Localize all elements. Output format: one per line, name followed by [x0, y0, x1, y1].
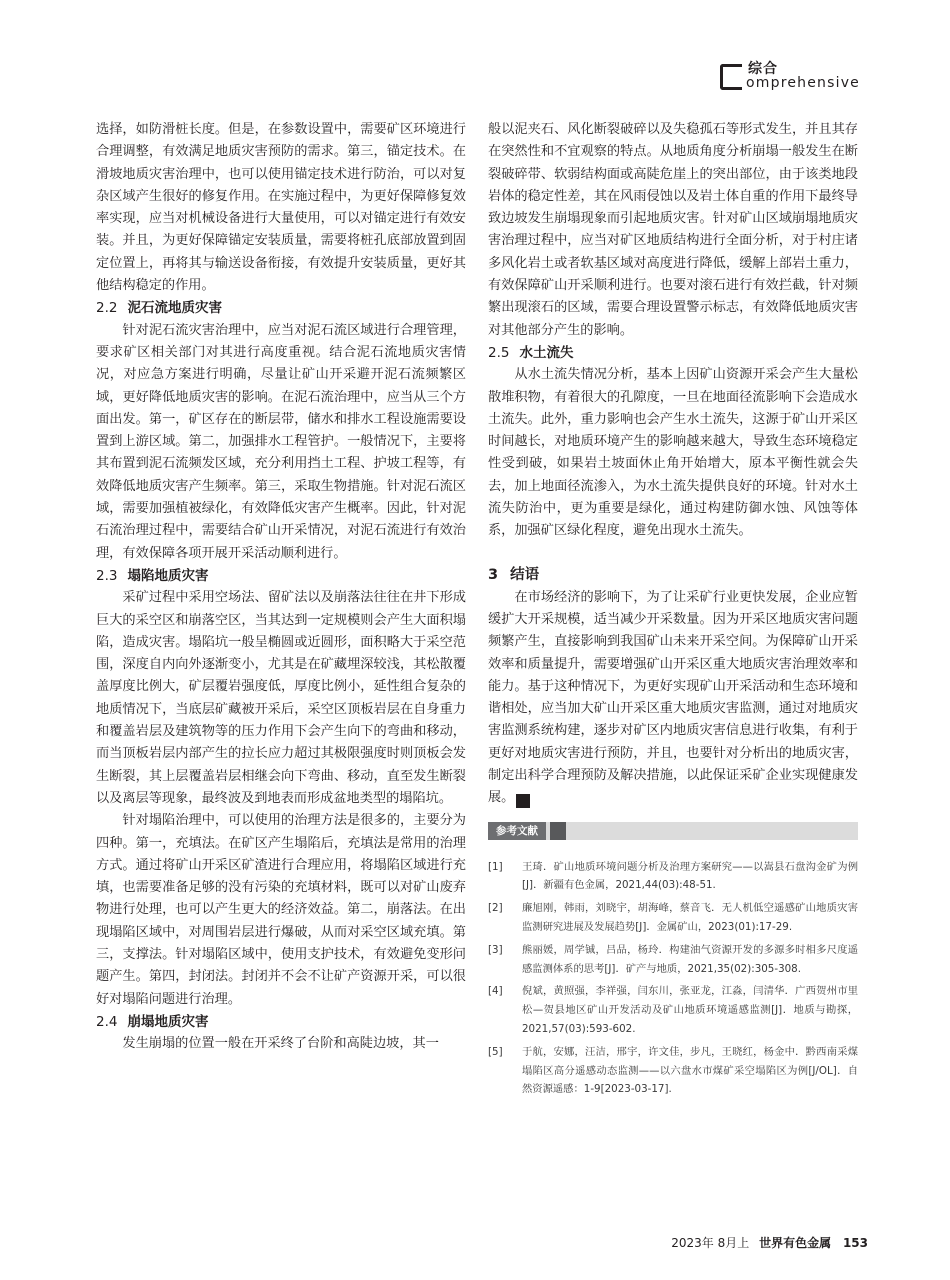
- references-header-bar: [488, 822, 858, 840]
- section-title: 塌陷地质灾害: [127, 567, 209, 584]
- body-paragraph: [96, 320, 466, 565]
- body-paragraph: [96, 810, 466, 1011]
- paragraph-text: 针对泥石流灾害治理中，应当对泥石流区域进行合理管理，要求矿区相关部门对其进行高度重视。结合泥石流地质灾害情况，对应急方案进行明确，尽量让矿山开采避开泥石流频繁区域，更好降低地质灾害的影响。在泥石流治理中，应当从三个方面出发。第一，矿区存在的断层带，储水和排水工程设施需要设置到上游区域。第二，加强排水工程管护。一般情况下，主要将其布置到泥石流频发区域，充分利用挡土工程、护坡工程等，有效降低地质灾害产生频率。第三，采取生物措施。针对泥石流区域，需要加强植被绿化，有效降低灾害产生概率。因此，针对泥石流治理过程中，需要结合矿山开采情况，对泥石流进行有效治理，有效保障各项开展开采活动顺利进行。: [96, 322, 466, 561]
- reference-number: [3]: [488, 943, 503, 956]
- journal-name: 世界有色金属: [759, 1236, 832, 1250]
- reference-item: [488, 1043, 858, 1099]
- reference-item: [488, 982, 858, 1038]
- end-of-article-icon: W: [516, 794, 530, 808]
- section-number: 2.5: [488, 344, 510, 361]
- reference-text: 王琦．矿山地质环境问题分析及治理方案研究——以嵩县石盘沟金矿为例[J]．新疆有色金属，2021,44(03):48-51.: [522, 860, 858, 892]
- section-heading: [96, 1011, 466, 1033]
- body-paragraph: [96, 119, 466, 297]
- paragraph-text: 般以泥夹石、风化断裂破碎以及失稳孤石等形式发生，并且其存在突然性和不宜观察的特点。从地质角度分析崩塌一般发生在断裂破碎带、软弱结构面或高陡危崖上的突出部位，由于该类地段岩体的稳定性差，其在风雨侵蚀以及岩土体自重的作用下最终导致边坡发生崩塌现象而引起地质灾害。针对矿山区域崩塌地质灾害治理过程中，应当对矿区地质结构进行全面分析，对于村庄诸多风化岩土或者软基区域对高度进行降低，缓解上部岩土重力，有效保障矿山开采顺利进行。也要对滚石进行有效拦截，针对频繁出现滚石的区域，需要合理设置警示标志，有效降低地质灾害对其他部分产生的影响。: [488, 122, 858, 338]
- section-title: 泥石流地质灾害: [127, 300, 222, 317]
- body-paragraph: [488, 587, 858, 810]
- page-footer: [0, 1234, 868, 1251]
- reference-item: [488, 899, 858, 937]
- body-paragraph: [96, 587, 466, 810]
- page-number: 153: [842, 1236, 868, 1250]
- reference-text: 熊丽媛，周学铖，吕品，杨玲．构建油气资源开发的多源多时相多尺度遥感监测体系的思考[J]．矿产与地质，2021,35(02):305-308.: [522, 943, 858, 975]
- reference-text: 廉旭刚，韩雨，刘晓宇，胡海峰，蔡音飞．无人机低空遥感矿山地质灾害监测研究进展及发展趋势[J]．金属矿山，2023(01):17-29.: [522, 902, 858, 933]
- section-title: 结语: [510, 566, 540, 583]
- section-heading: [96, 565, 466, 587]
- section-heading: [488, 342, 858, 364]
- section-number: 3: [488, 566, 499, 583]
- reference-number: [5]: [488, 1045, 503, 1058]
- paragraph-text: 针对塌陷治理中，可以使用的治理方法是很多的，主要分为四种。第一，充填法。在矿区产生塌陷后，充填法是常用的治理方式。通过将矿山开采区矿渣进行合理应用，将塌陷区域进行充填，也需要准备足够的没有污染的充填材料，既可以对矿山废弃物进行处理，也可以产生更大的经济效益。第二，崩落法。在出现塌陷区域中，对周围岩层进行爆破，从而对采空区域充填。第三，支撑法。针对塌陷区域中，使用支护技术，有效避免变形问题产生。第四，封闭法。封闭并不会不让矿产资源开采，可以很好对塌陷问题进行治理。: [96, 813, 466, 1007]
- body-paragraph: [488, 119, 858, 342]
- references-title: 参考文献: [488, 822, 546, 840]
- reference-number: [4]: [488, 985, 503, 998]
- body-paragraph: [488, 364, 858, 542]
- reference-text: 于航，安娜，汪洁，邢宇，许文佳，步凡，王晓红，杨金中．黔西南采煤塌陷区高分遥感动态监测——以六盘水市煤矿采空塌陷区为例[J/OL]．自然资源遥感：1-9[2023-03-17].: [522, 1045, 858, 1096]
- section-number: 2.2: [96, 300, 118, 317]
- references-bar-marker: [550, 822, 566, 840]
- section-number: 2.4: [96, 1013, 118, 1030]
- section-name-cn: 综合: [748, 61, 778, 77]
- paragraph-text: 在市场经济的影响下，为了让采矿行业更快发展，企业应暂缓扩大开采规模，适当减少开采数量。因为开采区地质灾害问题频繁产生，直接影响到我国矿山未来开采空间。为保障矿山开采效率和质量提升，需要增强矿山开采区重大地质灾害治理效率和能力。基于这种情况下，为更好实现矿山开采活动和生态环境和谐相处，应当加大矿山开采区重大地质灾害监测，通过对地质灾害监测系统构建，逐步对矿区内地质灾害信息进行收集，有利于更好对地质灾害进行预防，并且，也要针对分析出的地质灾害，制定出科学合理预防及解决措施，以此保证采矿企业实现健康发展。: [488, 589, 858, 806]
- logo-c-mark: [720, 64, 742, 90]
- journal-section-logo: [720, 58, 870, 94]
- paragraph-text: 选择，如防滑桩长度。但是，在参数设置中，需要矿区环境进行合理调整，有效满足地质灾害预防的需求。第三，锚定技术。在滑坡地质灾害治理中，也可以使用锚定技术进行防治，可以对复杂区域产生很好的修复作用。在实施过程中，为更好保障修复效率实现，应当对机械设备进行大量使用，可以对锚定进行有效安装。并且，为更好保障锚定安装质量，需要将桩孔底部放置到固定位置上，再将其与输送设备衔接，有效提升安装质量，更好其他结构稳定的作用。: [96, 122, 466, 294]
- reference-item: [488, 858, 858, 896]
- paragraph-text: 采矿过程中采用空场法、留矿法以及崩落法往往在井下形成巨大的采空区和崩落空区，当其达到一定规模则会产生大面积塌陷，造成灾害。塌陷坑一般呈椭圆或近圆形，面积略大于采空范围，深度自内向外逐渐变小，尤其是在矿藏埋深较浅，其松散覆盖厚度比例大，矿层覆岩强度低，厚度比例小，延性组合复杂的地质情况下，当底层矿藏被开采后，采空区顶板岩层在自身重力和覆盖岩层及建筑物等的压力作用下会产生向下的弯曲和移动，而当顶板岩层内部产生的拉长应力超过其极限强度时则顶板会发生断裂，其上层覆盖岩层相继会向下弯曲、移动，直至发生断裂以及离层等现象，最终波及到地表而形成盆地类型的塌陷坑。: [96, 590, 466, 806]
- reference-item: [488, 941, 858, 979]
- reference-number: [1]: [488, 860, 503, 873]
- right-column: [488, 119, 858, 1103]
- section-name-en: omprehensive: [746, 75, 860, 91]
- section-title: 崩塌地质灾害: [127, 1013, 209, 1030]
- reference-number: [2]: [488, 902, 503, 915]
- reference-text: 倪斌，黄照强，李祥强，闫东川，张亚龙，江淼，闫清华．广西贺州市里松—贺县地区矿山开发活动及矿山地质环境遥感监测[J]．地质与勘探，2021,57(03):593-602.: [522, 985, 858, 1035]
- body-paragraph: [96, 1033, 466, 1055]
- section-heading: [488, 563, 858, 587]
- paragraph-text: 从水土流失情况分析，基本上因矿山资源开采会产生大量松散堆积物，有着很大的孔隙度，一旦在地面径流影响下会造成水土流失。此外，重力影响也会产生水土流失，这源于矿山开采区时间越长，对地质环境产生的影响越来越大，导致生态环境稳定性受到破，如果岩土坡面休止角开始增大，原本平衡性就会失去，加上地面径流渗入，为水土流失提供良好的环境。针对水土流失防治中，更为重要是绿化，通过构建防御水蚀、风蚀等体系，加强矿区绿化程度，避免出现水土流失。: [488, 367, 858, 539]
- section-title: 水土流失: [519, 344, 574, 361]
- paragraph-text: 发生崩塌的位置一般在开采终了台阶和高陡边坡，其一: [122, 1036, 439, 1052]
- section-number: 2.3: [96, 567, 118, 584]
- left-column: [96, 119, 466, 1055]
- issue-date: 2023年 8月上: [671, 1236, 750, 1250]
- references-list: [488, 858, 858, 1100]
- section-heading: [96, 297, 466, 319]
